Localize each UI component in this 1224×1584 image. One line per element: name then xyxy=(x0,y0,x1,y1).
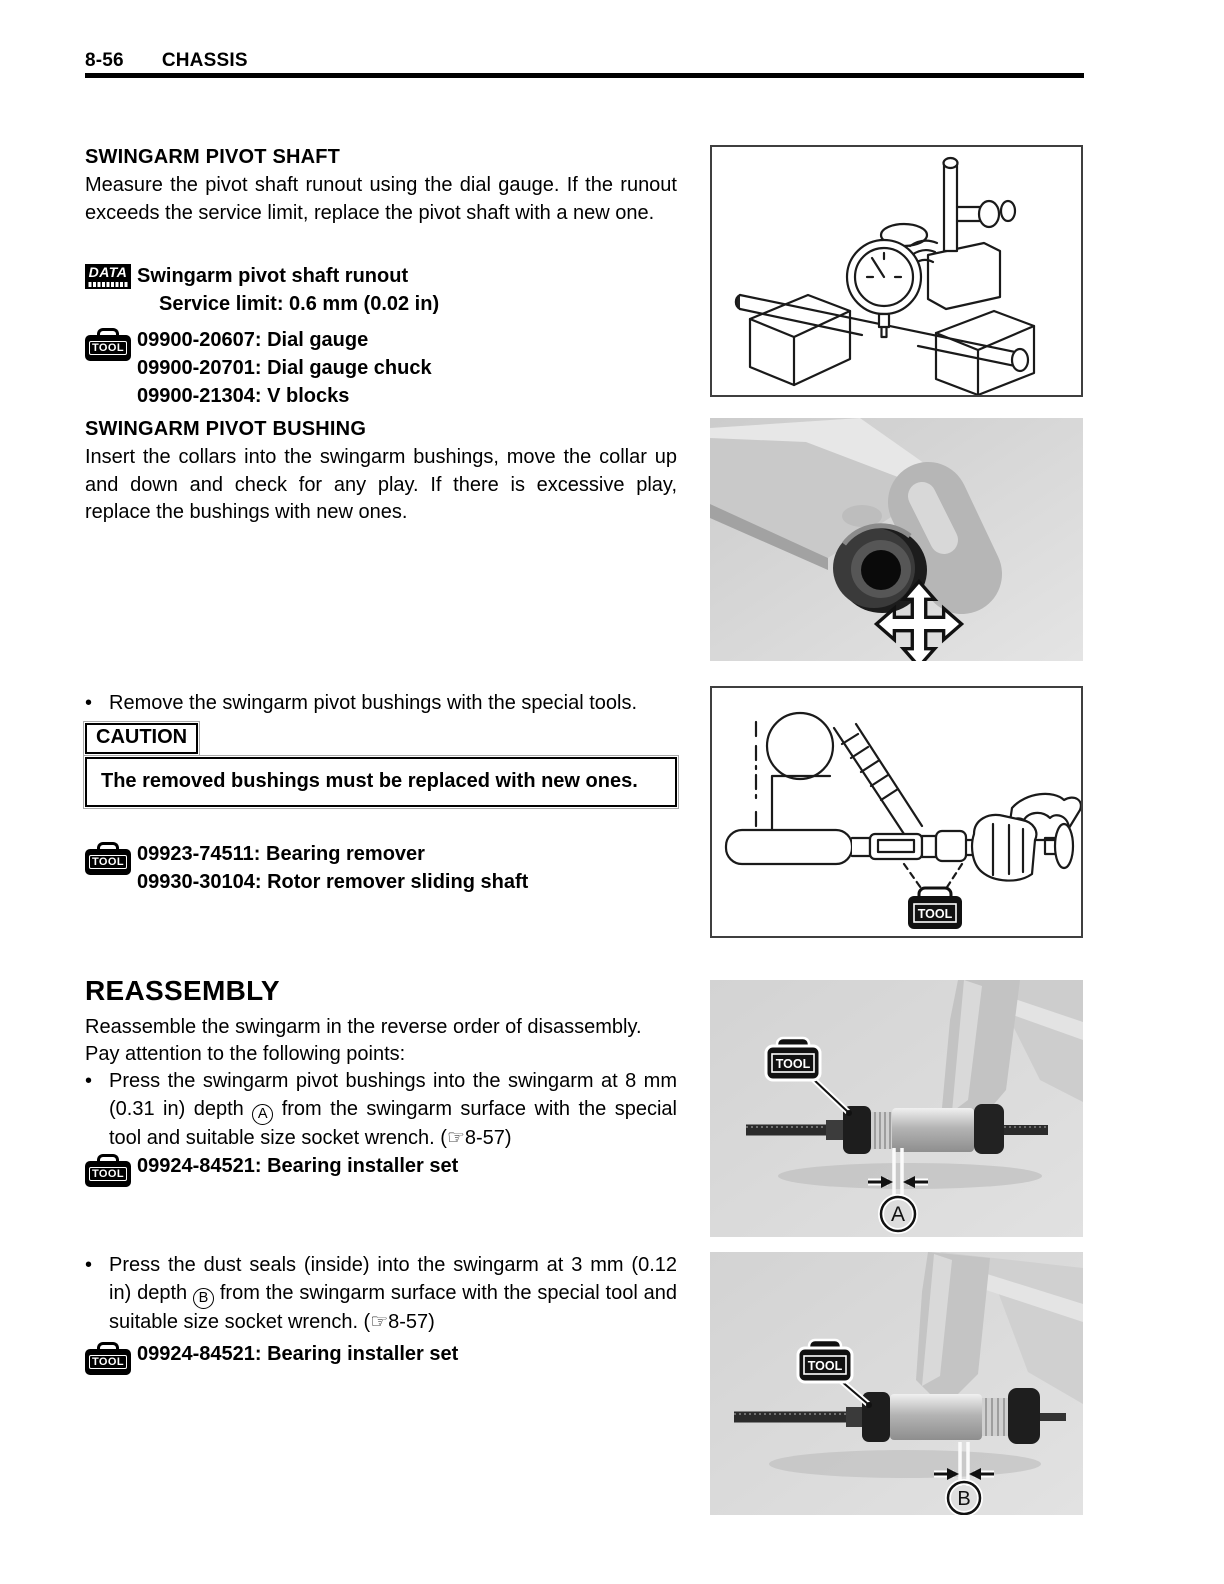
pivot-shaft-paragraph: Measure the pivot shaft runout using the dial gauge. If the runout exceeds the service limit, replace the pivot shaft with a new one. xyxy=(85,174,677,224)
bullet-marker: • xyxy=(85,1254,93,1276)
tool-block-installer-b xyxy=(85,1340,677,1375)
bullet-marker: • xyxy=(85,1070,93,1092)
data-spec-value: Service limit: 0.6 mm (0.02 in) xyxy=(159,293,440,315)
ruler-icon xyxy=(85,281,131,289)
data-spec-block xyxy=(85,262,677,318)
tool-icon: TOOL xyxy=(85,1161,131,1187)
reassembly-intro-2: Pay attention to the following points: xyxy=(85,1043,406,1065)
tool-block-remover xyxy=(85,840,677,896)
reassembly-intro-1: Reassemble the swingarm in the reverse order of disassembly. xyxy=(85,1016,642,1038)
svg-text:TOOL: TOOL xyxy=(775,1057,811,1071)
bushing-play-check-photo xyxy=(710,418,1083,661)
page-number: 8-56 xyxy=(85,50,124,71)
svg-text:TOOL: TOOL xyxy=(807,1359,843,1373)
tool-item: 09924-84521: Bearing installer set xyxy=(137,1155,459,1177)
tool-block-installer-a xyxy=(85,1152,677,1187)
tool-item: 09924-84521: Bearing installer set xyxy=(137,1343,459,1365)
tool-icon: TOOL xyxy=(85,849,131,875)
caution-label: CAUTION xyxy=(85,723,198,754)
tool-item: 09930-30104: Rotor remover sliding shaft xyxy=(137,871,529,893)
section-heading-pivot-shaft: SWINGARM PIVOT SHAFT xyxy=(85,146,341,168)
caution-box: The removed bushings must be replaced with new ones. xyxy=(85,757,677,807)
bullet-press-bushings xyxy=(85,1068,677,1152)
tool-item: 09900-20607: Dial gauge xyxy=(137,329,369,351)
bullet-text: Press the swingarm pivot bushings into the swingarm at 8 mm (0.31 in) depth A from the swingarm surface with the special tool and suitable size socket wrench. (☞8-57) xyxy=(109,1070,677,1149)
circled-letter-b: B xyxy=(193,1288,214,1309)
page-header xyxy=(85,50,248,72)
figure-dust-seal-install-photo-b xyxy=(710,1252,1083,1515)
chapter-title: CHASSIS xyxy=(161,50,248,71)
dust-seal-install-photo xyxy=(710,1252,1083,1515)
figure-label-a: A xyxy=(890,1203,906,1226)
bullet-text: Remove the swingarm pivot bushings with the special tools. xyxy=(109,692,638,714)
dial-gauge-drawing xyxy=(712,147,1081,395)
svg-text:TOOL: TOOL xyxy=(917,907,953,921)
tool-item: 09923-74511: Bearing remover xyxy=(137,843,425,865)
bullet-marker: • xyxy=(85,692,93,714)
data-icon: DATA xyxy=(85,264,131,289)
tool-item: 09900-20701: Dial gauge chuck xyxy=(137,357,432,379)
bullet-press-dust-seals xyxy=(85,1252,677,1336)
bushing-removal-drawing xyxy=(712,688,1081,936)
section-heading-reassembly: REASSEMBLY xyxy=(85,975,280,1006)
bullet-remove-bushings xyxy=(85,690,677,718)
bullet-text: Press the dust seals (inside) into the swingarm at 3 mm (0.12 in) depth B from the swingarm surface with the special tool and suitable size socket wrench. (☞8-57) xyxy=(109,1254,678,1333)
header-rule xyxy=(85,73,1084,78)
figure-bushing-removal-drawing xyxy=(710,686,1083,938)
data-spec-title: Swingarm pivot shaft runout xyxy=(137,265,409,287)
tool-block-runout xyxy=(85,326,677,410)
figure-label-b: B xyxy=(957,1488,971,1510)
tool-item: 09900-21304: V blocks xyxy=(137,385,350,407)
figure-dial-gauge-vblocks xyxy=(710,145,1083,397)
tool-badge xyxy=(908,888,962,929)
bushing-install-photo xyxy=(710,980,1083,1237)
figure-bushing-install-photo-a xyxy=(710,980,1083,1237)
tool-icon: TOOL xyxy=(85,1349,131,1375)
section-heading-pivot-bushing: SWINGARM PIVOT BUSHING xyxy=(85,418,367,440)
pivot-bushing-paragraph: Insert the collars into the swingarm bushings, move the collar up and down and check for any play. If there is excessive play, replace the bushings with new ones. xyxy=(85,446,677,523)
figure-swingarm-bushing-photo xyxy=(710,418,1083,661)
circled-letter-a: A xyxy=(252,1104,273,1125)
tool-icon: TOOL xyxy=(85,335,131,361)
